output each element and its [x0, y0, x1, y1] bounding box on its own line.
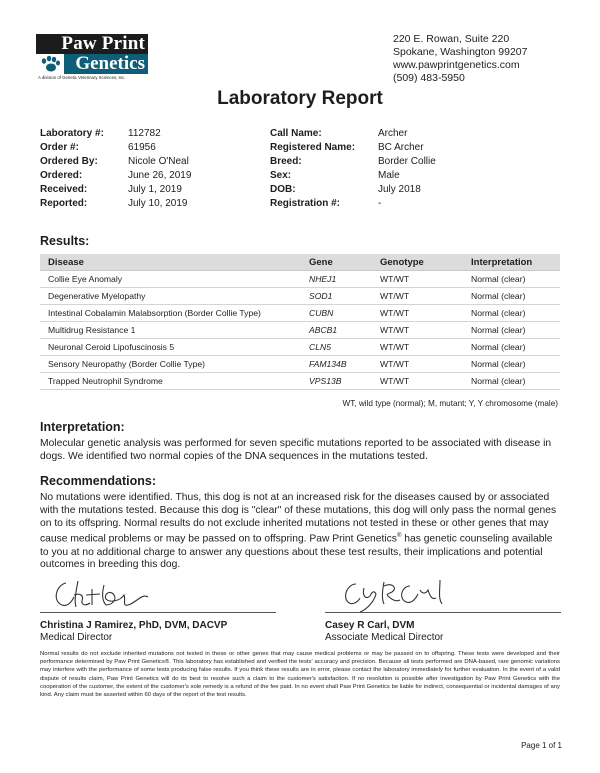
disease-cell: Intestinal Cobalamin Malabsorption (Border Collie Type) — [40, 305, 301, 322]
gene-cell: VPS13B — [301, 373, 372, 390]
interpretation-cell: Normal (clear) — [463, 288, 560, 305]
registration-value: - — [378, 198, 382, 209]
signer-right-title: Associate Medical Director — [325, 632, 444, 643]
table-row — [40, 271, 560, 288]
phone-number: (509) 483-5950 — [393, 72, 465, 84]
breed-label: Breed: — [270, 156, 302, 167]
page-number: Page 1 of 1 — [521, 741, 562, 750]
genotype-legend: WT, wild type (normal); M, mutant; Y, Y chromosome (male) — [342, 399, 558, 408]
logo-subtitle: A division of Genetic Veterinary Sciences, Inc. — [38, 75, 126, 80]
signature-line-right — [325, 612, 561, 613]
order-value: 61956 — [128, 142, 156, 153]
genotype-cell: WT/WT — [372, 305, 463, 322]
genotype-cell: WT/WT — [372, 356, 463, 373]
call-name-value: Archer — [378, 128, 408, 139]
received-value: July 1, 2019 — [128, 184, 182, 195]
signer-left-name: Christina J Ramirez, PhD, DVM, DACVP — [40, 620, 228, 631]
signature-left — [48, 575, 168, 615]
sex-value: Male — [378, 170, 400, 181]
gene-cell: ABCB1 — [301, 322, 372, 339]
interpretation-text: Molecular genetic analysis was performed for seven specific mutations reported to be associated with disease in dogs. We identified two normal copies of the DNA sequences in the mutations tested. — [40, 438, 552, 462]
interpretation-cell: Normal (clear) — [463, 305, 560, 322]
interpretation-cell: Normal (clear) — [463, 373, 560, 390]
call-name-label: Call Name: — [270, 128, 322, 139]
table-row — [40, 356, 560, 373]
recommendations-heading: Recommendations: — [40, 474, 156, 488]
address-line: 220 E. Rowan, Suite 220 — [393, 33, 510, 45]
paw-icon — [38, 54, 62, 74]
column-header: Gene — [301, 254, 372, 271]
ordered-by-value: Nicole O'Neal — [128, 156, 189, 167]
column-header: Genotype — [372, 254, 463, 271]
logo-brand-line2: Genetics — [64, 54, 148, 74]
recommendations-text-part1: No mutations were identified. Thus, this dog is not at an increased risk for the diseases caused by or associated with the mutations tested. Because this dog is "clear" of these mutations, this dog will only pass the normal genes on to its offspring. Normal results do not exclude inherited mutations not tested in these or other genes that may cause medical problems or may be passed on to offspring. Paw Print Genetics — [40, 492, 557, 545]
order-label: Order #: — [40, 142, 79, 153]
gene-cell: FAM134B — [301, 356, 372, 373]
table-row — [40, 288, 560, 305]
company-address — [393, 33, 527, 85]
interpretation-cell: Normal (clear) — [463, 356, 560, 373]
column-header: Interpretation — [463, 254, 560, 271]
gene-cell: NHEJ1 — [301, 271, 372, 288]
address-line: Spokane, Washington 99207 — [393, 46, 528, 58]
signature-line-left — [40, 612, 276, 613]
disease-cell: Neuronal Ceroid Lipofuscinosis 5 — [40, 339, 301, 356]
table-row — [40, 305, 560, 322]
disease-cell: Trapped Neutrophil Syndrome — [40, 373, 301, 390]
website-link[interactable]: www.pawprintgenetics.com — [393, 59, 520, 71]
registered-mark: ® — [396, 533, 402, 540]
genotype-cell: WT/WT — [372, 373, 463, 390]
sex-label: Sex: — [270, 170, 292, 181]
ordered-value: June 26, 2019 — [128, 170, 192, 181]
registration-label: Registration #: — [270, 198, 341, 209]
ordered-by-label: Ordered By: — [40, 156, 98, 167]
laboratory-label: Laboratory #: — [40, 128, 104, 139]
disease-cell: Sensory Neuropathy (Border Collie Type) — [40, 356, 301, 373]
genotype-cell: WT/WT — [372, 322, 463, 339]
results-table — [40, 254, 560, 390]
company-logo — [36, 34, 148, 82]
reported-value: July 10, 2019 — [128, 198, 188, 209]
disclaimer-text: Normal results do not exclude inherited mutations not tested in these or other genes that may cause medical problems or may be passed on to offspring. These tests were developed and their performance determined by Paw Print Genetics®. This laboratory has established and verified the tests' accuracy and precision. Because all tests performed are DNA-based, rare genomic variations may interfere with the performance of some tests producing false results. If you think these results are in error, please contact the laboratory immediately for further evaluation. In the event of a valid dispute of results claim, Paw Print Genetics will do its best to resolve such a claim to the customer's satisfaction. If no resolution is possible after investigation by Paw Print Genetics with the cooperation of the customer, the extent of the customer's sole remedy is a refund of the fee paid. In no event shall Paw Print Genetics be liable for indirect, consequential or incidental damages of any kind. Any claim must be asserted within 60 days of the report of the test results. — [40, 651, 560, 699]
genotype-cell: WT/WT — [372, 339, 463, 356]
column-header: Disease — [40, 254, 301, 271]
breed-value: Border Collie — [378, 156, 436, 167]
interpretation-heading: Interpretation: — [40, 420, 125, 434]
report-title: Laboratory Report — [217, 88, 383, 109]
recommendations-text-part2: has genetic counseling available to you at no additional charge to answer any questions about these test results, their implications and potential outcomes in breeding this dog. — [40, 533, 553, 571]
interpretation-cell: Normal (clear) — [463, 271, 560, 288]
dob-value: July 2018 — [378, 184, 421, 195]
genotype-cell: WT/WT — [372, 288, 463, 305]
signer-right-name: Casey R Carl, DVM — [325, 620, 415, 631]
reported-label: Reported: — [40, 198, 88, 209]
disease-cell: Degenerative Myelopathy — [40, 288, 301, 305]
table-row — [40, 373, 560, 390]
signature-right — [336, 574, 468, 616]
interpretation-cell: Normal (clear) — [463, 339, 560, 356]
dob-label: DOB: — [270, 184, 296, 195]
interpretation-cell: Normal (clear) — [463, 322, 560, 339]
recommendations-text — [40, 492, 562, 572]
table-row — [40, 339, 560, 356]
gene-cell: CLN5 — [301, 339, 372, 356]
ordered-label: Ordered: — [40, 170, 83, 181]
table-header-row — [40, 254, 560, 271]
results-heading: Results: — [40, 234, 90, 248]
signer-left-title: Medical Director — [40, 632, 113, 643]
logo-brand-line1: Paw Print — [36, 34, 148, 54]
gene-cell: CUBN — [301, 305, 372, 322]
table-row — [40, 322, 560, 339]
genotype-cell: WT/WT — [372, 271, 463, 288]
disease-cell: Collie Eye Anomaly — [40, 271, 301, 288]
registered-name-value: BC Archer — [378, 142, 424, 153]
registered-name-label: Registered Name: — [270, 142, 356, 153]
received-label: Received: — [40, 184, 88, 195]
gene-cell: SOD1 — [301, 288, 372, 305]
disease-cell: Multidrug Resistance 1 — [40, 322, 301, 339]
laboratory-value: 112782 — [128, 128, 161, 139]
